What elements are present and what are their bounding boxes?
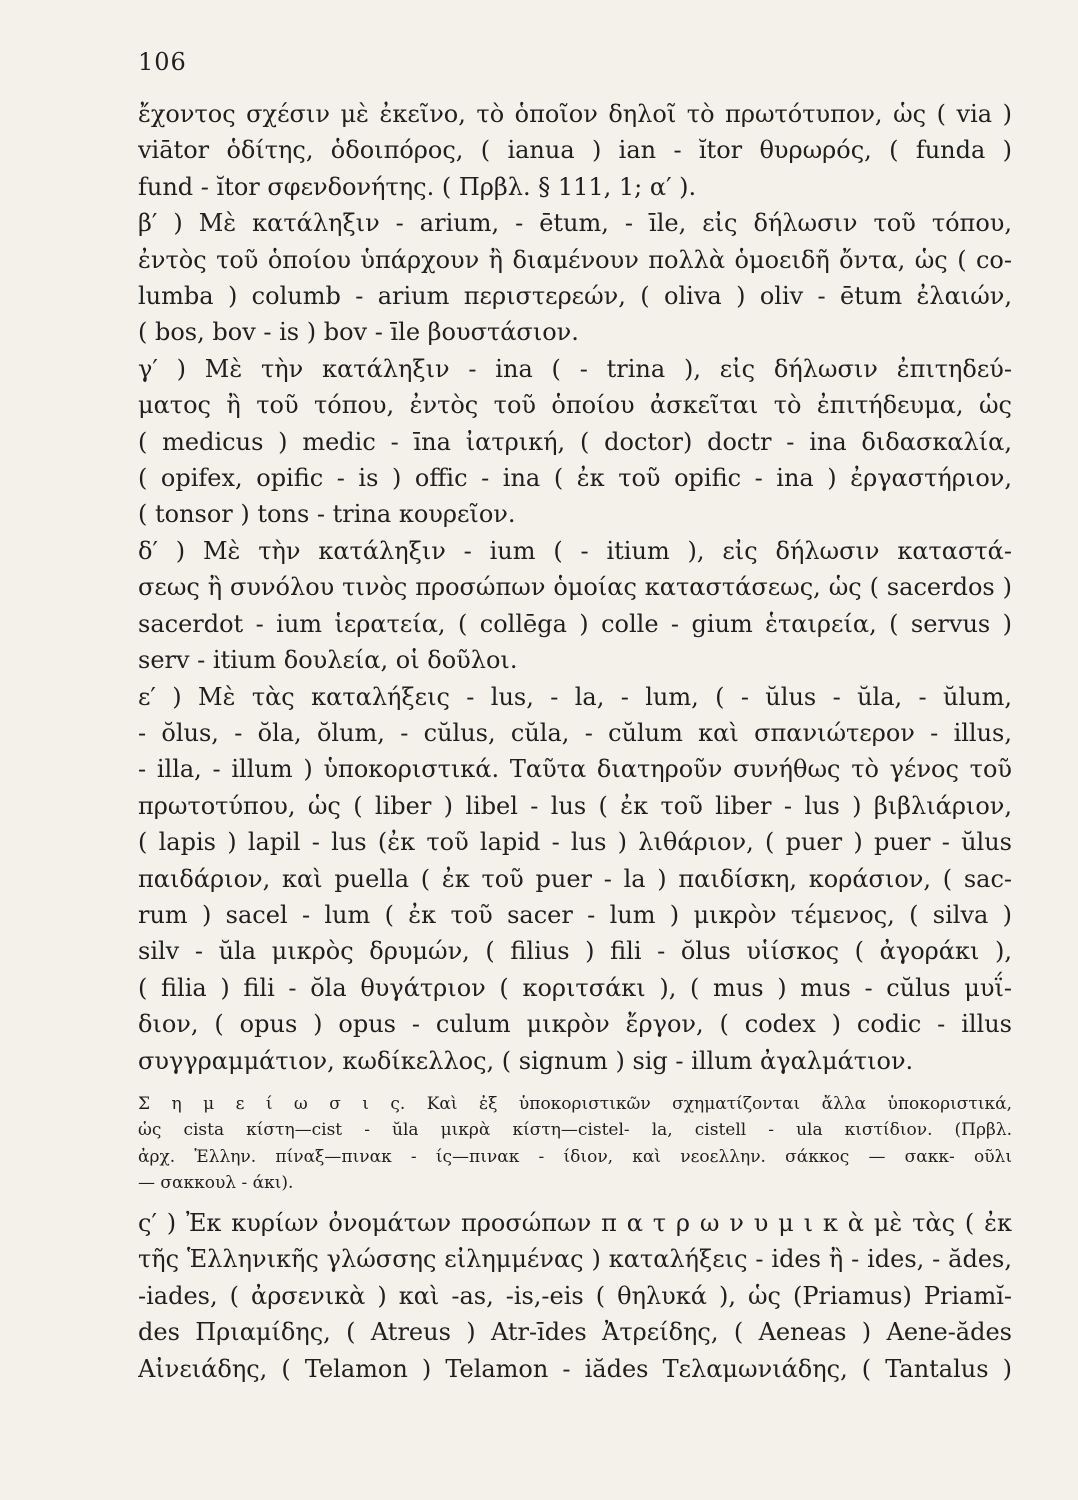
text-line: πρωτοτύπου, ὡς ( liber ) libel - lus ( ἐκ τοῦ liber - lus ) βιβλιάριον, [138,791,1012,820]
text-line: ἔχοντος σχέσιν μὲ ἐκεῖνο, τὸ ὁποῖον δηλοῖ τὸ πρωτότυπον, ὡς ( via ) [138,100,1012,128]
text-line: ε′ ) Μὲ τὰς καταλήξεις - lus, - la, - lum, ( - ŭlus - ŭla, - ŭlum, [138,682,1012,711]
text-line: συγγραμμάτιον, κωδίκελλος, ( signum ) sig - illum ἀγαλμάτιον. [138,1046,914,1075]
text-line: lumba ) columb - arium περιστερεών, ( oliva ) oliv - ētum ἐλαιών, [138,282,1012,311]
text-line: ( lapis ) lapil - lus (ἐκ τοῦ lapid - lus ) λιθάριον, ( puer ) puer - ŭlus [138,828,1012,857]
text-line: ( bos, bov - is ) bov - īle βουστάσιον. [138,318,579,347]
text-line: ( tonsor ) tons - trina κουρεῖον. [138,500,516,529]
text-line: sacerdot - ium ἱερατεία, ( collēga ) colle - gium ἑταιρεία, ( servus ) [138,609,1012,638]
text-line: ( filia ) fili - ŏla θυγάτριον ( κοριτσάκι ), ( mus ) mus - cŭlus μυΐ- [138,973,1012,1002]
page-number: 106 [138,48,187,76]
text-line: serv - itium δουλεία, οἱ δοῦλοι. [138,646,518,675]
body-text [138,96,1012,1387]
text-line: - illa, - illum ) ὑποκοριστικά. Ταῦτα διατηροῦν συνήθως τὸ γένος τοῦ [138,755,1012,784]
text-line: ( medicus ) medic - īna ἰατρική, ( doctor) doctr - ina διδασκαλία, [138,427,1012,456]
text-line: σεως ἢ συνόλου τινὸς προσώπων ὁμοίας καταστάσεως, ὡς ( sacerdos ) [138,573,1012,602]
text-line: viātor ὁδίτης, ὁδοιπόρος, ( ianua ) ian - ĭtor θυρωρός, ( funda ) [138,136,1012,165]
note-line: ἀρχ. Ἑλλην. πίναξ—πινακ - ίς—πινακ - ίδιον, καὶ νεοελλην. σάκκος — σακκ- οῦλι [138,1146,1012,1167]
note-block [138,1091,1012,1197]
text-line: des Πριαμίδης, ( Atreus ) Atr-īdes Ἀτρείδης, ( Aeneas ) Aene-ădes [138,1318,1012,1347]
text-line: rum ) sacel - lum ( ἐκ τοῦ sacer - lum ) μικρὸν τέμενος, ( silva ) [138,900,1012,929]
text-line: silv - ŭla μικρὸς δρυμών, ( filius ) fili - ŏlus υἱίσκος ( ἀγοράκι ), [138,937,1012,966]
text-line: παιδάριον, καὶ puella ( ἐκ τοῦ puer - la ) παιδίσκη, κοράσιον, ( sac- [138,864,1012,893]
note-line: — σακκουλ - άκι). [138,1173,294,1194]
text-line: ( opifex, opific - is ) offic - ina ( ἐκ τοῦ opific - ina ) ἐργαστήριον, [138,464,1012,493]
text-line: Αἰνειάδης, ( Telamon ) Telamon - iădes Τελαμωνιάδης, ( Tantalus ) [138,1354,1012,1383]
text-line: - ŏlus, - ŏla, ŏlum, - cŭlus, cŭla, - cŭlum καὶ σπανιώτερον - illus, [138,718,1012,747]
text-line: fund - ĭtor σφενδονήτης. ( Πρβλ. § 111, 1; α′ ). [138,172,697,201]
note-line: ὡς cista κίστη—cist - ŭla μικρὰ κίστη—cistel- la, cistell - ula κιστίδιον. (Πρβλ. [138,1120,1012,1141]
text-line: -iades, ( ἀρσενικὰ ) καὶ -as, -is,-eis ( θηλυκά ), ὡς (Priamus) Priamĭ- [138,1281,1012,1310]
text-line: ς′ ) Ἐκ κυρίων ὀνομάτων προσώπων π α τ ρ ω ν υ μ ι κ ὰ μὲ τὰς ( ἐκ [138,1208,1012,1237]
text-line: γ′ ) Μὲ τὴν κατάληξιν - ina ( - trina ), εἰς δήλωσιν ἐπιτηδεύ- [138,354,1012,383]
text-line: δ′ ) Μὲ τὴν κατάληξιν - ium ( - itium ), εἰς δήλωσιν καταστά- [138,536,1012,565]
text-line: τῆς Ἑλληνικῆς γλώσσης εἰλημμένας ) καταλήξεις - ides ἢ - ides, - ădes, [138,1245,1012,1274]
text-line: ματος ἢ τοῦ τόπου, ἐντὸς τοῦ ὁποίου ἀσκεῖται τὸ ἐπιτήδευμα, ὡς [138,391,1012,420]
text-line: β′ ) Μὲ κατάληξιν - arium, - ētum, - īle, εἰς δήλωσιν τοῦ τόπου, [138,209,1012,238]
note-line: Σ η μ ε ί ω σ ι ς. Καὶ ἐξ ὑποκοριστικῶν σχηματίζονται ἄλλα ὑποκοριστικά, [138,1093,1012,1114]
text-line: ἐντὸς τοῦ ὁποίου ὑπάρχουν ἢ διαμένουν πολλὰ ὁμοειδῆ ὄντα, ὡς ( co- [138,245,1012,274]
text-line: διον, ( opus ) opus - culum μικρὸν ἔργον, ( codex ) codic - illus [138,1010,1012,1039]
